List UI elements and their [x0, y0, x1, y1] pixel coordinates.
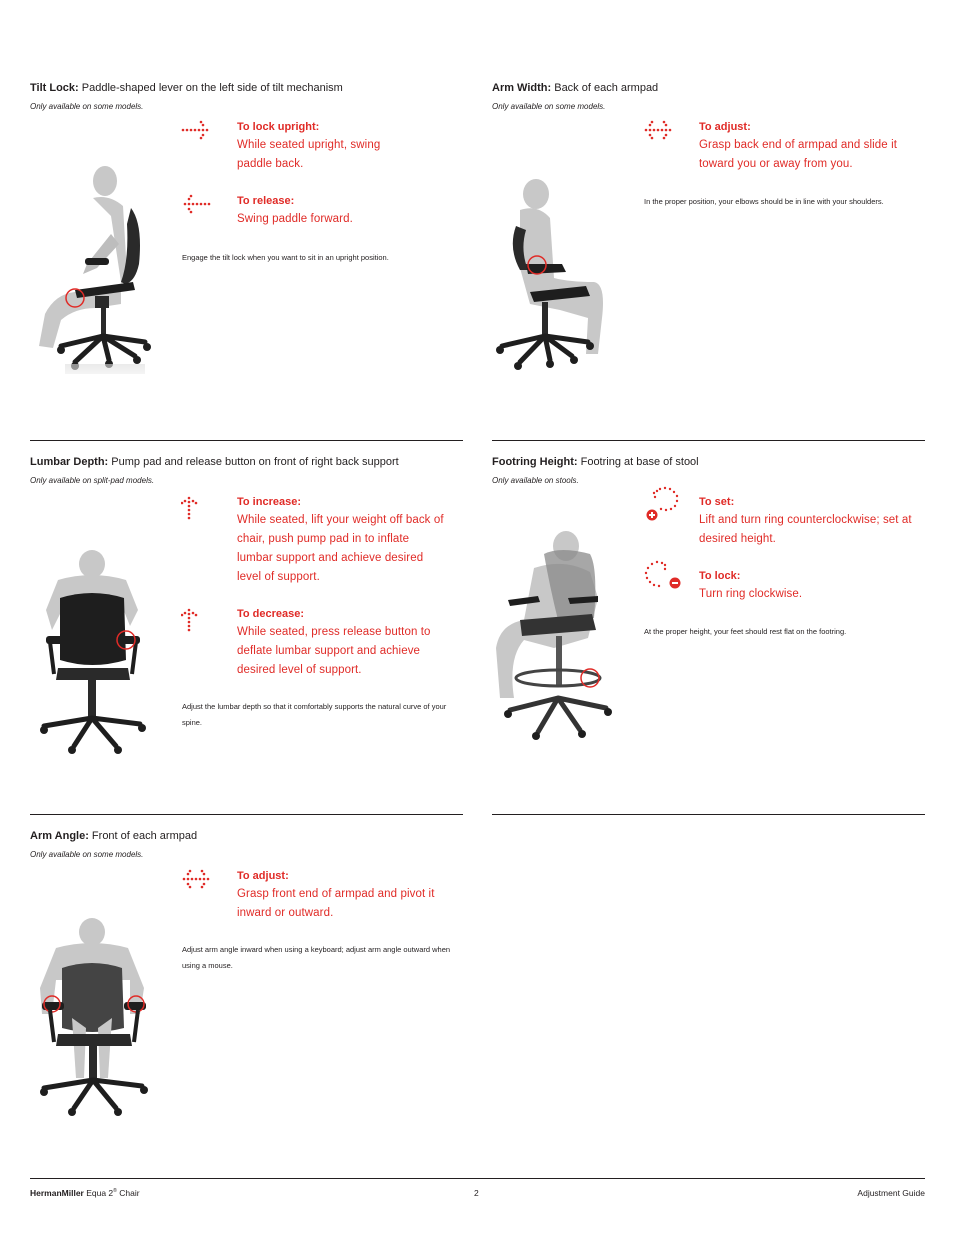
divider	[30, 814, 463, 815]
tip-text: Adjust arm angle inward when using a keyboard; adjust arm angle outward when using a mouse.	[182, 945, 451, 970]
section-heading: Arm Width: Back of each armpad	[492, 82, 659, 94]
divider	[492, 814, 925, 815]
tilt-lock-illustration	[25, 164, 160, 374]
rotate-clockwise-minus-icon	[643, 559, 687, 599]
arm-width-illustration	[490, 178, 620, 378]
section-heading: Lumbar Depth: Pump pad and release button on front of right back support	[30, 456, 399, 468]
step-text: While seated, lift your weight off back of chair, push pump pad in to inflate lumbar support and achieve desired level of support.	[237, 514, 444, 583]
step-adjust-arm-angle	[237, 867, 462, 923]
step-title: To lock:	[699, 570, 741, 582]
availability-note: Only available on stools.	[492, 476, 579, 485]
step-decrease	[237, 605, 462, 680]
arrow-up-icon	[181, 607, 211, 631]
tip-text: Engage the tilt lock when you want to sit in an upright position.	[182, 253, 389, 262]
tip-text: In the proper position, your elbows should be in line with your shoulders.	[644, 197, 884, 206]
section-heading: Footring Height: Footring at base of stool	[492, 456, 699, 468]
step-title: To decrease:	[237, 608, 305, 620]
brand-name: HermanMiller	[30, 1188, 84, 1198]
step-title: To set:	[699, 496, 735, 508]
arrow-right-icon	[181, 120, 211, 144]
arm-angle-illustration	[36, 918, 156, 1123]
section-arm-width	[492, 82, 932, 422]
step-text: Lift and turn ring counterclockwise; set at desired height.	[699, 514, 912, 545]
lumbar-depth-illustration	[38, 550, 153, 760]
section-footring-height	[492, 456, 932, 796]
section-heading: Arm Angle: Front of each armpad	[30, 830, 198, 842]
arrow-left-right-icon	[643, 120, 673, 144]
step-lock	[699, 567, 924, 604]
availability-note: Only available on some models.	[492, 102, 606, 111]
footring-height-illustration	[494, 528, 619, 748]
rotate-counterclockwise-plus-icon	[643, 485, 687, 525]
arrow-up-icon	[181, 495, 211, 519]
step-set	[699, 493, 924, 549]
step-title: To adjust:	[699, 121, 751, 133]
arrow-left-right-icon	[181, 869, 211, 893]
page-number: 2	[474, 1188, 479, 1198]
section-arm-angle	[30, 830, 470, 1170]
step-text: While seated upright, swing paddle back.	[237, 139, 381, 170]
step-title: To increase:	[237, 496, 301, 508]
step-increase	[237, 493, 462, 587]
tip-text: At the proper height, your feet should rest flat on the footring.	[644, 627, 847, 636]
tip-text: Adjust the lumbar depth so that it comfortably supports the natural curve of your spine.	[182, 702, 447, 727]
availability-note: Only available on some models.	[30, 102, 144, 111]
step-text: Grasp front end of armpad and pivot it inward or outward.	[237, 888, 435, 919]
section-heading: Tilt Lock: Paddle-shaped lever on the left side of tilt mechanism	[30, 82, 343, 94]
availability-note: Only available on split-pad models.	[30, 476, 155, 485]
step-text: Grasp back end of armpad and slide it toward you or away from you.	[699, 139, 898, 170]
section-lumbar-depth	[30, 456, 470, 796]
step-text: Turn ring clockwise.	[699, 588, 803, 600]
divider	[492, 440, 925, 441]
footer-guide-title: Adjustment Guide	[857, 1188, 925, 1198]
divider	[30, 440, 463, 441]
step-title: To release:	[237, 195, 295, 207]
step-lock-upright	[237, 118, 462, 174]
step-release	[237, 192, 462, 229]
section-tilt-lock	[30, 82, 470, 422]
availability-note: Only available on some models.	[30, 850, 144, 859]
step-adjust-arm-width	[699, 118, 924, 174]
footer-divider	[30, 1178, 925, 1179]
step-title: To adjust:	[237, 870, 289, 882]
step-text: While seated, press release button to deflate lumbar support and achieve desired level of support.	[237, 626, 431, 676]
step-text: Swing paddle forward.	[237, 213, 353, 225]
footer-product: HermanMiller Equa 2® Chair	[30, 1188, 140, 1198]
arrow-left-icon	[181, 194, 211, 218]
step-title: To lock upright:	[237, 121, 320, 133]
